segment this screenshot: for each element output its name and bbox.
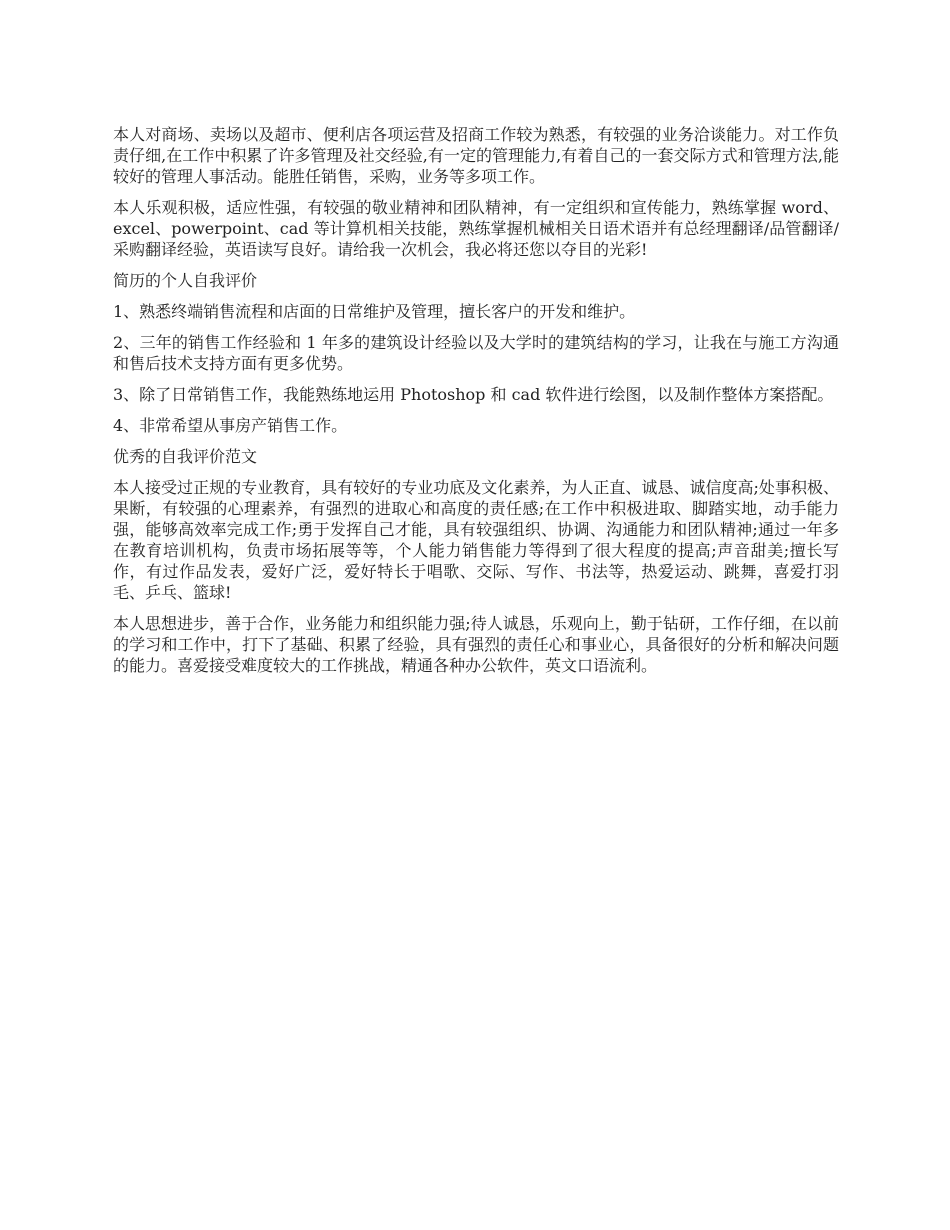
section-heading-resume-self-evaluation: 简历的个人自我评价 bbox=[113, 271, 258, 290]
list-item-1: 1、熟悉终端销售流程和店面的日常维护及管理，擅长客户的开发和维护。 bbox=[113, 302, 636, 321]
list-item-3: 3、除了日常销售工作，我能熟练地运用 Photoshop 和 cad 软件进行绘图，以及制作整体方案搭配。 bbox=[113, 385, 834, 404]
document-body bbox=[113, 124, 839, 686]
list-item-2: 2、三年的销售工作经验和 1 年多的建筑设计经验以及大学时的建筑结构的学习，让我在与施工方沟通和售后技术支持方面有更多优势。 bbox=[113, 333, 839, 373]
paragraph-attitude: 本人思想进步，善于合作，业务能力和组织能力强;待人诚恳，乐观向上，勤于钻研，工作仔细，在以前的学习和工作中，打下了基础、积累了经验，具有强烈的责任心和事业心，具备很好的分析和解决问题的能力。喜爱接受难度较大的工作挑战，精通各种办公软件，英文口语流利。 bbox=[113, 614, 839, 675]
paragraph-skills: 本人乐观积极，适应性强，有较强的敬业精神和团队精神，有一定组织和宣传能力，熟练掌握 word、excel、powerpoint、cad 等计算机相关技能，熟练掌握机械相关日语术语并有总经理翻译/品管翻译/采购翻译经验，英语读写良好。请给我一次机会，我必将还您以夺目的光彩! bbox=[113, 198, 839, 259]
paragraph-education-traits: 本人接受过正规的专业教育，具有较好的专业功底及文化素养，为人正直、诚恳、诚信度高;处事积极、果断，有较强的心理素养，有强烈的进取心和高度的责任感;在工作中积极进取、脚踏实地，动手能力强，能够高效率完成工作;勇于发挥自己才能，具有较强组织、协调、沟通能力和团队精神;通过一年多在教育培训机构，负责市场拓展等等，个人能力销售能力等得到了很大程度的提高;声音甜美;擅长写作，有过作品发表，爱好广泛，爱好特长于唱歌、交际、写作、书法等，热爱运动、跳舞，喜爱打羽毛、乒乓、篮球! bbox=[113, 478, 839, 602]
paragraph-experience: 本人对商场、卖场以及超市、便利店各项运营及招商工作较为熟悉，有较强的业务洽谈能力。对工作负责仔细,在工作中积累了许多管理及社交经验,有一定的管理能力,有着自己的一套交际方式和管理方法,能较好的管理人事活动。能胜任销售，采购，业务等多项工作。 bbox=[113, 125, 839, 186]
list-item-4: 4、非常希望从事房产销售工作。 bbox=[113, 416, 348, 435]
section-heading-excellent-examples: 优秀的自我评价范文 bbox=[113, 447, 258, 466]
